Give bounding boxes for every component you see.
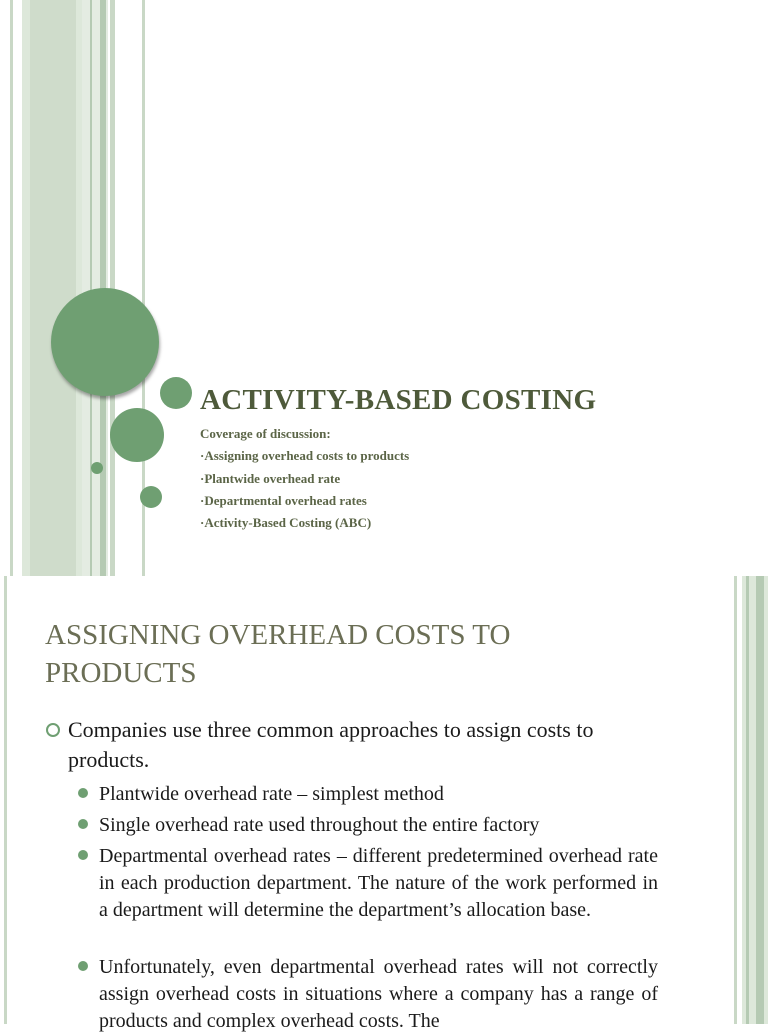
decor-stripe — [90, 0, 92, 576]
bullet-dot-icon — [78, 819, 88, 829]
coverage-item: ·Plantwide overhead rate — [200, 470, 341, 486]
coverage-heading: Coverage of discussion: — [200, 426, 331, 441]
decor-circle-large — [51, 288, 159, 396]
decor-stripe — [30, 0, 76, 576]
bullet-dot-icon — [78, 961, 88, 971]
main-bullet — [68, 715, 658, 775]
decor-stripe — [746, 576, 749, 1024]
decor-stripe — [734, 576, 737, 1024]
coverage-item: ·Activity-Based Costing (ABC) — [200, 515, 372, 531]
coverage-list — [200, 425, 409, 536]
slide-title: ASSIGNING OVERHEAD COSTS TO PRODUCTS — [45, 619, 511, 689]
bullet-dot-icon — [78, 850, 88, 860]
decor-circle — [110, 408, 164, 462]
sub-bullet — [99, 812, 658, 839]
hollow-bullet-icon — [46, 723, 60, 737]
decor-stripe — [756, 576, 764, 1024]
decor-circle — [91, 462, 103, 474]
decor-stripe — [10, 0, 13, 576]
bullet-dot-icon — [78, 788, 88, 798]
sub-bullet — [99, 781, 658, 808]
sub-bullet-text: Unfortunately, even departmental overhead rates will not correctly assign overhead costs in situations where a company has a range of products and complex overhead costs. The — [99, 956, 658, 1032]
sub-bullet-text: Single overhead rate used throughout the entire factory — [99, 814, 540, 836]
decor-circle — [160, 377, 192, 409]
sub-bullet — [99, 843, 658, 924]
coverage-item: ·Assigning overhead costs to products — [200, 448, 410, 464]
sub-bullet-text: Plantwide overhead rate – simplest method — [99, 783, 444, 805]
slide-title: ACTIVITY-BASED COSTING — [200, 384, 597, 416]
sub-bullet — [99, 954, 658, 1035]
main-bullet-text: Companies use three common approaches to assign costs to products. — [68, 717, 594, 772]
sub-bullet-text: Departmental overhead rates – different predetermined overhead rate in each production department. The nature of the work performed in a department will determine the department’s allocation base. — [99, 845, 658, 921]
decor-stripe — [4, 576, 7, 1024]
coverage-item: ·Departmental overhead rates — [200, 492, 367, 508]
decor-circle — [140, 486, 162, 508]
